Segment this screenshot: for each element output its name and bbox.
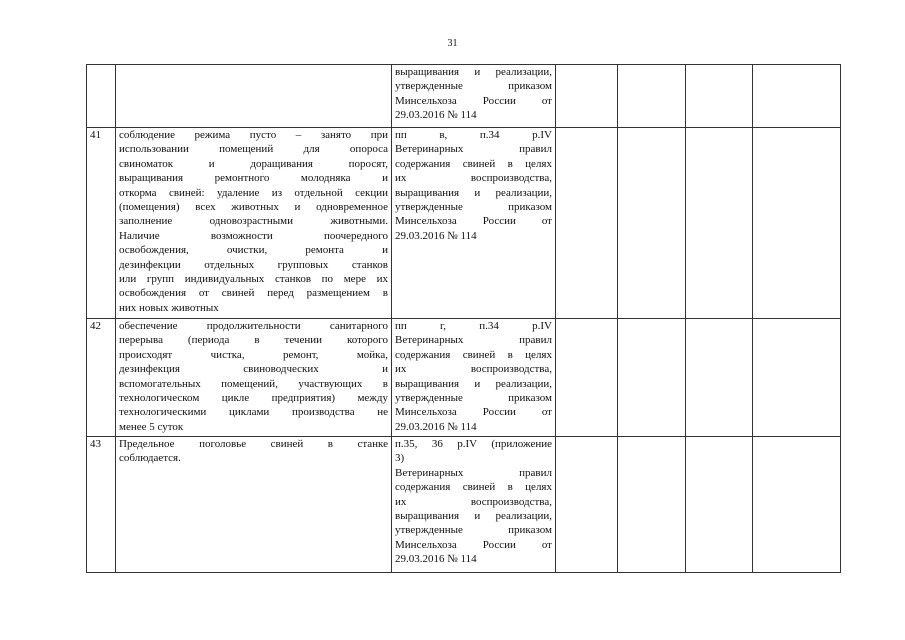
table-row bbox=[87, 128, 841, 319]
reference-line: утвержденные приказом bbox=[395, 201, 552, 214]
requirement-line: технологическими циклами производства не bbox=[119, 406, 388, 419]
reference-line: Ветеринарных правил bbox=[395, 466, 552, 479]
reference-line: 29.03.2016 № 114 bbox=[395, 553, 477, 566]
reference-line: утвержденные приказом bbox=[395, 80, 552, 93]
reference-line: выращивания и реализации, bbox=[395, 377, 552, 390]
empty-cell bbox=[556, 65, 618, 128]
empty-cell bbox=[556, 319, 618, 437]
row-number bbox=[87, 65, 116, 128]
table-row bbox=[87, 319, 841, 437]
requirement-cell bbox=[116, 65, 392, 128]
empty-cell bbox=[753, 128, 841, 319]
reference-line: 29.03.2016 № 114 bbox=[395, 420, 477, 433]
requirement-line: менее 5 суток bbox=[119, 420, 184, 433]
requirement-line: дезинфекции отдельных групповых станков bbox=[119, 258, 388, 271]
requirement-line: откорма свиней: удаление из отдельной секции bbox=[119, 186, 388, 199]
reference-line: их воспроизводства, bbox=[395, 172, 552, 185]
reference-line: выращивания и реализации, bbox=[395, 66, 552, 78]
empty-cell bbox=[618, 437, 686, 573]
reference-line: содержания свиней в целях bbox=[395, 157, 552, 170]
requirement-line: соблюдение режима пусто – занято при bbox=[119, 129, 388, 141]
requirement-line: (помещения) всех животных и одновременное bbox=[119, 201, 388, 214]
requirement-line: заполнение одновозрастными животными. bbox=[119, 215, 388, 228]
requirement-line: Наличие возможности поочередного bbox=[119, 229, 388, 242]
empty-cell bbox=[556, 128, 618, 319]
reference-line: 3) bbox=[395, 452, 405, 465]
reference-line: Ветеринарных правил bbox=[395, 143, 552, 156]
reference-cell bbox=[392, 65, 556, 128]
reference-line: содержания свиней в целях bbox=[395, 348, 552, 361]
empty-cell bbox=[686, 437, 753, 573]
reference-line: Минсельхоза России от bbox=[395, 406, 552, 419]
reference-line: утвержденные приказом bbox=[395, 524, 552, 537]
empty-cell bbox=[753, 437, 841, 573]
checklist-table bbox=[86, 64, 841, 573]
page-number: 31 bbox=[447, 38, 458, 49]
requirement-line: выращивания ремонтного молодняка и bbox=[119, 172, 388, 185]
requirement-cell bbox=[116, 437, 392, 573]
requirement-cell bbox=[116, 319, 392, 437]
empty-cell bbox=[618, 319, 686, 437]
reference-line: Ветеринарных правил bbox=[395, 334, 552, 347]
requirement-line: Предельное поголовье свиней в станке bbox=[119, 438, 388, 450]
requirement-line: технологическом цикле предприятия) между bbox=[119, 392, 388, 405]
row-number: 43 bbox=[87, 437, 116, 573]
reference-line: утвержденные приказом bbox=[395, 392, 552, 405]
table-row bbox=[87, 437, 841, 573]
empty-cell bbox=[753, 65, 841, 128]
reference-line: Минсельхоза России от bbox=[395, 215, 552, 228]
reference-line: пп г, п.34 р.IV bbox=[395, 320, 552, 332]
reference-line: Минсельхоза России от bbox=[395, 94, 552, 107]
empty-cell bbox=[686, 65, 753, 128]
empty-cell bbox=[556, 437, 618, 573]
reference-cell bbox=[392, 319, 556, 437]
empty-cell bbox=[618, 128, 686, 319]
reference-line: их воспроизводства, bbox=[395, 495, 552, 508]
requirement-line: соблюдается. bbox=[119, 452, 181, 465]
empty-cell bbox=[618, 65, 686, 128]
reference-line: выращивания и реализации, bbox=[395, 510, 552, 523]
reference-line: пп в, п.34 р.IV bbox=[395, 129, 552, 141]
requirement-line: освобождения, очистки, ремонта и bbox=[119, 244, 388, 257]
reference-cell bbox=[392, 437, 556, 573]
reference-line: их воспроизводства, bbox=[395, 363, 552, 376]
reference-line: 29.03.2016 № 114 bbox=[395, 229, 477, 242]
row-number: 41 bbox=[87, 128, 116, 319]
empty-cell bbox=[753, 319, 841, 437]
requirement-cell bbox=[116, 128, 392, 319]
requirement-line: дезинфекция свиноводческих и bbox=[119, 363, 388, 376]
reference-line: п.35, 36 р.IV (приложение bbox=[395, 438, 552, 450]
empty-cell bbox=[686, 319, 753, 437]
requirement-line: или групп индивидуальных станков по мере их bbox=[119, 273, 388, 286]
requirement-line: освобождения от свиней перед размещением в bbox=[119, 287, 388, 300]
requirement-line: использовании помещений для опороса bbox=[119, 143, 388, 156]
empty-cell bbox=[686, 128, 753, 319]
requirement-line: них новых животных bbox=[119, 301, 219, 314]
reference-line: выращивания и реализации, bbox=[395, 186, 552, 199]
reference-line: содержания свиней в целях bbox=[395, 481, 552, 494]
reference-line: 29.03.2016 № 114 bbox=[395, 109, 477, 122]
reference-line: Минсельхоза России от bbox=[395, 538, 552, 551]
requirement-line: обеспечение продолжительности санитарного bbox=[119, 320, 388, 332]
table-row bbox=[87, 65, 841, 128]
reference-cell bbox=[392, 128, 556, 319]
requirement-line: перерыва (периода в течении которого bbox=[119, 334, 388, 347]
requirement-line: свиноматок и доращивания поросят, bbox=[119, 157, 388, 170]
requirement-line: вспомогательных помещений, участвующих в bbox=[119, 377, 388, 390]
row-number: 42 bbox=[87, 319, 116, 437]
requirement-line: происходят чистка, ремонт, мойка, bbox=[119, 348, 388, 361]
